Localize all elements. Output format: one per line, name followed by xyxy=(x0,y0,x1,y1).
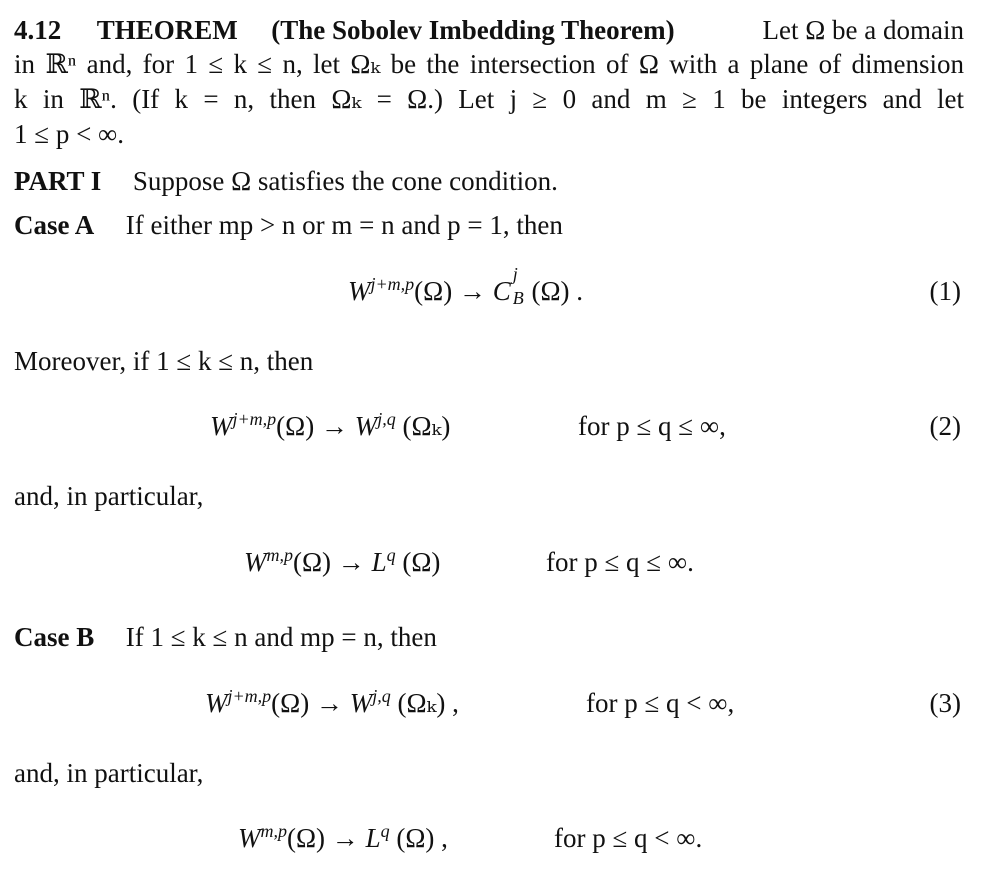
eq1-rhs-arg: (Ω) . xyxy=(524,276,584,306)
part-1-line xyxy=(14,165,964,197)
eq3-rhs: W xyxy=(349,688,373,718)
eq1-lhs: W xyxy=(348,276,371,306)
eq2b-rhs: L xyxy=(371,547,387,577)
eq2-lhs-arg: (Ω) → xyxy=(276,411,355,441)
eq3b-lhs-sup: m,p xyxy=(260,821,287,841)
case-b-text: If 1 ≤ k ≤ n and mp = n, then xyxy=(125,622,437,652)
eq1-lhs-sup: j+m,p xyxy=(370,274,415,294)
equation-3-number: (3) xyxy=(929,688,961,718)
case-b-label: Case B xyxy=(14,622,95,652)
theorem-line-2: in ℝⁿ and, for 1 ≤ k ≤ n, let Ωₖ be the intersection of Ω with a plane of dimension xyxy=(14,49,964,79)
eq2b-rhs-sup: q xyxy=(386,545,396,565)
part-1-text: Suppose Ω satisfies the cone condition. xyxy=(132,166,558,196)
theorem-heading: THEOREM xyxy=(96,15,238,45)
eq3b-rhs-arg: (Ω) , xyxy=(389,823,448,853)
equation-2-number: (2) xyxy=(929,411,961,441)
eq3b-lhs: W xyxy=(238,823,261,853)
case-b-line xyxy=(14,621,964,653)
equation-2-condition: for p ≤ q ≤ ∞, xyxy=(578,411,726,441)
equation-1 xyxy=(348,264,584,308)
eq3-rhs-sup: j,q xyxy=(372,686,391,706)
case-a-label: Case A xyxy=(14,210,95,240)
moreover-line: Moreover, if 1 ≤ k ≤ n, then xyxy=(14,346,314,376)
equation-3 xyxy=(205,687,459,719)
eq3-lhs-sup: j+m,p xyxy=(227,686,272,706)
eq2b-lhs-sup: m,p xyxy=(266,545,293,565)
equation-2 xyxy=(210,410,450,442)
eq3-rhs-arg: (Ωₖ) , xyxy=(390,688,459,718)
eq1-rhs-sup: j xyxy=(512,264,518,284)
eq2b-rhs-arg: (Ω) xyxy=(395,547,441,577)
eq2-rhs-arg: (Ωₖ) xyxy=(395,411,451,441)
eq1-rhs-indices xyxy=(511,264,525,308)
theorem-name: (The Sobolev Imbedding Theorem) xyxy=(271,15,675,45)
part-1-label: PART I xyxy=(14,166,102,196)
eq2-lhs-sup: j+m,p xyxy=(232,409,277,429)
eq3-lhs-arg: (Ω) → xyxy=(271,688,350,718)
equation-2b-condition: for p ≤ q ≤ ∞. xyxy=(546,547,694,577)
case-a-text: If either mp > n or m = n and p = 1, then xyxy=(125,210,563,240)
eq1-lhs-arg: (Ω) → xyxy=(414,276,493,306)
case-a-line xyxy=(14,209,964,241)
eq1-rhs-sub: B xyxy=(512,288,524,308)
eq2b-lhs: W xyxy=(244,547,267,577)
equation-3-condition: for p ≤ q < ∞, xyxy=(586,688,735,718)
particular-line-2: and, in particular, xyxy=(14,758,204,788)
theorem-line-3: k in ℝⁿ. (If k = n, then Ωₖ = Ω.) Let j ≥ 0 and m ≥ 1 be integers and let xyxy=(14,84,964,114)
eq2-lhs: W xyxy=(210,411,233,441)
theorem-line1-rest: Let Ω be a domain xyxy=(762,15,964,45)
equation-3b-condition: for p ≤ q < ∞. xyxy=(554,823,703,853)
eq3b-lhs-arg: (Ω) → xyxy=(287,823,366,853)
theorem-heading-group xyxy=(14,14,675,46)
eq2-rhs-sup: j,q xyxy=(377,409,396,429)
eq3b-rhs: L xyxy=(365,823,381,853)
eq3-lhs: W xyxy=(205,688,228,718)
eq2-rhs: W xyxy=(354,411,378,441)
equation-2b xyxy=(244,546,440,578)
theorem-line-4: 1 ≤ p < ∞. xyxy=(14,119,125,149)
theorem-heading-line xyxy=(14,14,964,46)
equation-1-number: (1) xyxy=(929,276,961,306)
particular-line-1: and, in particular, xyxy=(14,481,204,511)
theorem-number: 4.12 xyxy=(14,15,62,45)
eq2b-lhs-arg: (Ω) → xyxy=(293,547,372,577)
equation-3b xyxy=(238,822,448,854)
eq1-rhs: C xyxy=(492,276,511,306)
eq3b-rhs-sup: q xyxy=(380,821,390,841)
